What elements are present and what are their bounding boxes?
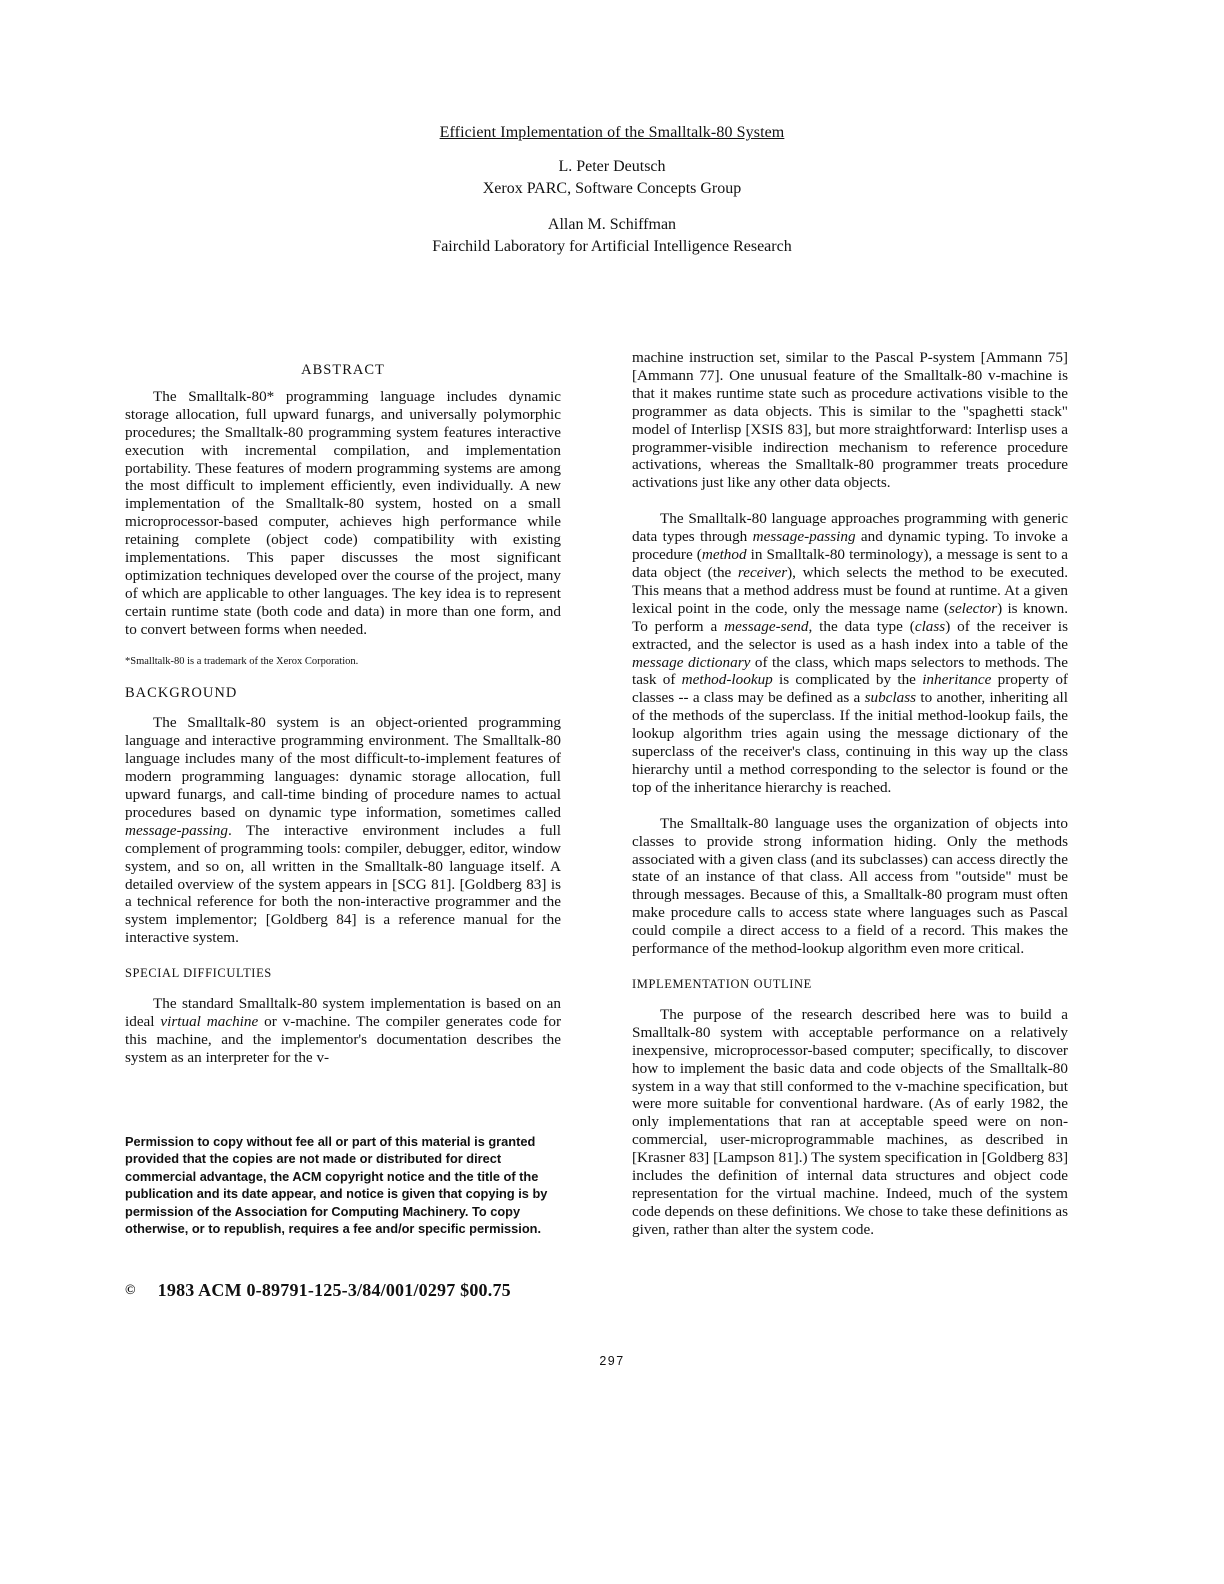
abstract-paragraph: The Smalltalk-80* programming language includes dynamic storage allocation, full upward funargs, and universally polymorphic procedures; the Smalltalk-80 programming system features interactive execution with incremental compilation, and implementation portability. These features of modern programming systems are among the most difficult to implement efficiently, even individually. A new implementation of the Smalltalk-80 system, hosted on a small microprocessor-based computer, achieves high performance while retaining complete (object code) compatibility with existing implementations. This paper discusses the most significant optimization techniques developed over the course of the project, many of which are applicable to other languages. The key idea is to represent certain runtime state (both code and data) in more than one form, and to convert between forms when needed. — [125, 387, 561, 638]
special-difficulties-paragraph: The standard Smalltalk-80 system implementation is based on an ideal virtual machine or v-machine. The compiler generates code for this machine, and the implementor's documentation describes the system as an interpreter for the v- — [125, 995, 562, 1066]
author-affiliation: Fairchild Laboratory for Artificial Intelligence Research — [432, 238, 792, 255]
copyright-icon: © — [125, 1283, 136, 1298]
copyright-text: 1983 ACM 0-89791-125-3/84/001/0297 $00.75 — [157, 1280, 511, 1300]
trademark-footnote: *Smalltalk-80 is a trademark of the Xerox Corporation. — [125, 655, 359, 667]
special-difficulties-heading: SPECIAL DIFFICULTIES — [125, 966, 272, 981]
author-2 — [0, 214, 1224, 258]
implementation-paragraph: The purpose of the research described here was to build a Smalltalk-80 system with acceptable performance on a relatively inexpensive, microprocessor-based computer; specifically, to discover how to implement the basic data and code objects of the Smalltalk-80 system in a way that still conformed to the v-machine specification, but were more suitable for conventional hardware. (As of early 1982, the only implementations that ran at acceptable speed were on non-commercial, user-microprogrammable machines, as described in [Krasner 83] [Lampson 81].) The system specification in [Goldberg 83] includes the definition of internal data structures and object code representation for the virtual machine. Indeed, much of the system code depends on these definitions. We chose to take these definitions as given, rather than alter the system code. — [632, 1005, 1068, 1238]
background-heading: BACKGROUND — [125, 684, 238, 701]
background-paragraph: The Smalltalk-80 system is an object-oriented programming language and interactive programming environment. The Smalltalk-80 language includes many of the most difficult-to-implement features of modern programming languages: dynamic storage allocation, full upward funargs, and call-time binding of procedure names to actual procedures based on dynamic type information, sometimes called message-passing. The interactive environment includes a full complement of programming tools: compiler, debugger, editor, window system, and so on, all written in the Smalltalk-80 language itself. A detailed overview of the system appears in [SCG 81]. [Goldberg 83] is a technical reference for both the non-interactive programmer and the system implementor; [Goldberg 84] is a reference manual for the interactive system. — [125, 714, 561, 947]
copyright-line — [125, 1280, 570, 1301]
author-name: Allan M. Schiffman — [547, 216, 677, 233]
left-column — [125, 362, 561, 1085]
author-affiliation: Xerox PARC, Software Concepts Group — [482, 180, 742, 197]
right-column — [632, 349, 1068, 1257]
implementation-outline-heading: IMPLEMENTATION OUTLINE — [632, 977, 812, 991]
permission-notice: Permission to copy without fee all or part of this material is granted provided that the copies are not made or distributed for direct commercial advantage, the ACM copyright notice and the title of the publication and its date appear, and notice is given that copying is by permission of the Association for Computing Machinery. To copy otherwise, or to republish, requires a fee and/or specific permission. — [125, 1134, 548, 1237]
author-1 — [0, 156, 1224, 200]
abstract-heading: ABSTRACT — [301, 362, 385, 378]
vmachine-paragraph: machine instruction set, similar to the Pascal P-system [Ammann 75] [Ammann 77]. One unusual feature of the Smalltalk-80 v-machine is that it makes runtime state such as procedure activations visible to the programmer as data objects. This is similar to the "spaghetti stack" model of Interlisp [XSIS 83], but more straightforward: Interlisp uses a programmer-visible indirection mechanism to reference procedure activations, whereas the Smalltalk-80 programmer treats procedure activations just like any other data objects. — [632, 349, 1068, 492]
information-hiding-paragraph: The Smalltalk-80 language uses the organization of objects into classes to provide strong information hiding. Only the methods associated with a given class (and its subclasses) can access directly the state of an instance of that class. All access from "outside" must be through messages. Because of this, a Smalltalk-80 program must often make procedure calls to access state where languages such as Pascal could compile a direct access to a field of a record. This makes the performance of the method-lookup algorithm even more critical. — [632, 814, 1068, 958]
paper-title: Efficient Implementation of the Smalltalk-80 System — [439, 124, 785, 141]
page-number: 297 — [599, 1354, 625, 1368]
author-name: L. Peter Deutsch — [558, 158, 666, 175]
message-passing-paragraph: The Smalltalk-80 language approaches programming with generic data types through message-passing and dynamic typing. To invoke a procedure (method in Smalltalk-80 terminology), a message is sent to a data object (the receiver), which selects the method to be executed. This means that a method address must be found at runtime. At a given lexical point in the code, only the message name (selector) is known. To perform a message-send, the data type (class) of the receiver is extracted, and the selector is used as a hash index into a table of the message dictionary of the class, which maps selectors to methods. The task of method-lookup is complicated by the inheritance property of classes -- a class may be defined as a subclass to another, inheriting all of the methods of the superclass. If the initial method-lookup fails, the lookup algorithm tries again using the message dictionary of the superclass of the receiver's class, continuing in this way up the class hierarchy until a method corresponding to the selector is found or the top of the inheritance hierarchy is reached. — [632, 510, 1069, 796]
